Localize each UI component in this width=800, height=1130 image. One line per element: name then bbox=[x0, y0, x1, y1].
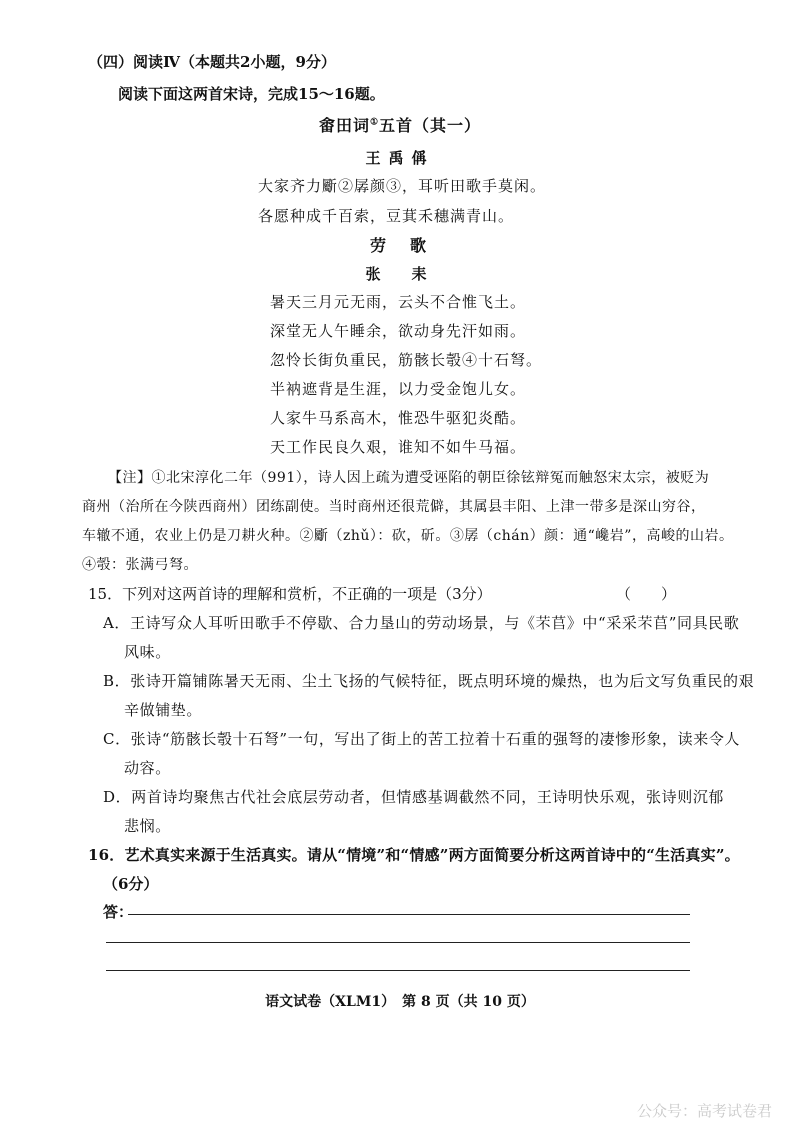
poem1-author: 王禹偁 bbox=[365, 149, 435, 167]
watermark-text: 公众号：高考试卷君 bbox=[636, 1102, 772, 1120]
poem2-line: 半衲遮背是生涯，以力受金饱儿女。 bbox=[270, 380, 527, 398]
notes-line: 【注】①北宋淳化二年（991），诗人因上疏为遭受诬陷的朝臣徐铉辩冤而触怒宋太宗，被贬为 bbox=[108, 470, 710, 486]
question16-stem: 16．艺术真实来源于生活真实。请从“情境”和“情感”两方面简要分析这两首诗中的“生活真实”。 bbox=[88, 846, 740, 864]
poem2-line: 人家牛马系高木，惟恐牛驱犯炎酷。 bbox=[270, 409, 527, 427]
question15-answer-bracket[interactable]: （ ） bbox=[616, 585, 677, 603]
section-instruction: 阅读下面这两首宋诗，完成15～16题。 bbox=[118, 85, 385, 103]
option-d-line1[interactable]: D．两首诗均聚焦古代社会底层劳动者，但情感基调截然不同，王诗明快乐观，张诗则沉郁 bbox=[103, 788, 725, 806]
poem2-line: 天工作民良久艰，谁知不如牛马福。 bbox=[270, 438, 527, 456]
option-b-line1[interactable]: B．张诗开篇铺陈暑天无雨、尘土飞扬的气候特征，既点明环境的燥热，也为后文写负重民的艰 bbox=[103, 672, 755, 690]
answer-label: 答： bbox=[103, 903, 134, 921]
question15-stem: 15．下列对这两首诗的理解和赏析，不正确的一项是（3分） bbox=[88, 585, 492, 603]
section-heading: （四）阅读Ⅳ（本题共2小题，9分） bbox=[88, 53, 336, 71]
poem2-line: 暑天三月元无雨，云头不合惟飞土。 bbox=[270, 293, 527, 311]
poem2-author: 张 耒 bbox=[365, 265, 435, 283]
poem1-line: 各愿种成千百索，豆萁禾穗满青山。 bbox=[258, 207, 515, 225]
option-d-line2: 悲悯。 bbox=[124, 817, 171, 835]
poem2-line: 忽怜长街负重民，筋骸长彀④十石弩。 bbox=[270, 351, 543, 369]
poem2-line: 深堂无人午睡余，欲动身先汗如雨。 bbox=[270, 322, 527, 340]
poem1-title-suffix: 五首（其一） bbox=[379, 116, 482, 135]
notes-line: ④彀：张满弓弩。 bbox=[82, 557, 198, 573]
option-c-line2: 动容。 bbox=[124, 759, 171, 777]
poem1-title-note-mark: ① bbox=[369, 117, 380, 128]
poem1-line: 大家齐力斸②孱颜③，耳听田歌手莫闲。 bbox=[258, 177, 547, 195]
notes-line: 商州（治所在今陕西商州）团练副使。当时商州还很荒僻，其属县丰阳、上津一带多是深山穷谷， bbox=[82, 499, 706, 515]
option-b-line2: 辛做铺垫。 bbox=[124, 701, 203, 719]
question16-score: （6分） bbox=[103, 875, 159, 893]
notes-line: 车辙不通，农业上仍是刀耕火种。②斸（zhǔ）：砍，斫。③孱（chán）颜：通“巉岩”，高峻的山岩。 bbox=[82, 528, 734, 544]
option-a-line1[interactable]: A．王诗写众人耳听田歌手不停歇、合力垦山的劳动场景，与《芣苢》中“采采芣苢”同具民歌 bbox=[103, 614, 740, 632]
answer-line[interactable] bbox=[128, 914, 690, 915]
page-footer: 语文试卷（XLM1） 第 8 页（共 10 页） bbox=[265, 994, 535, 1010]
option-a-line2: 风味。 bbox=[124, 643, 171, 661]
answer-line[interactable] bbox=[106, 970, 690, 971]
poem1-title bbox=[0, 116, 800, 136]
poem1-title-main: 畬田词 bbox=[318, 116, 370, 135]
option-c-line1[interactable]: C．张诗“筋骸长彀十石弩”一句，写出了街上的苦工拉着十石重的强弩的凄惨形象，读来令人 bbox=[103, 730, 741, 748]
answer-line[interactable] bbox=[106, 942, 690, 943]
poem2-title: 劳 歌 bbox=[369, 236, 430, 255]
